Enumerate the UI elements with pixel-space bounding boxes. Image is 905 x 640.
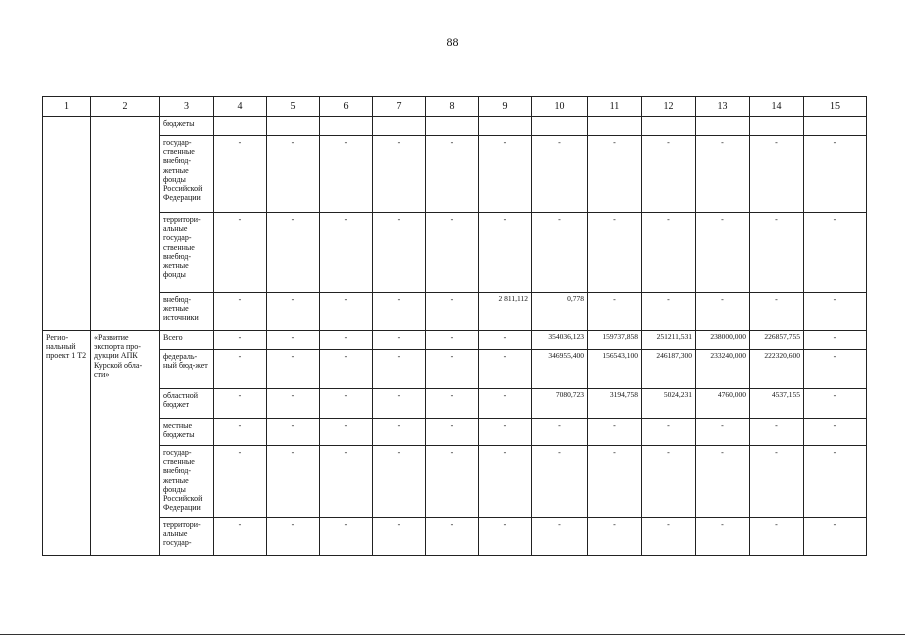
value-cell: - [214, 136, 267, 213]
value-cell: - [373, 389, 426, 419]
table-row [43, 518, 867, 556]
value-cell: 4537,155 [750, 389, 804, 419]
column-header-7: 7 [373, 97, 426, 117]
value-cell: - [373, 136, 426, 213]
value-cell [532, 117, 588, 136]
value-cell: - [588, 518, 642, 556]
value-cell: - [588, 213, 642, 293]
value-cell: 354036,123 [532, 331, 588, 350]
value-cell: - [320, 293, 373, 331]
value-cell: 156543,100 [588, 350, 642, 389]
value-cell: 4760,000 [696, 389, 750, 419]
value-cell: - [532, 213, 588, 293]
value-cell: - [750, 518, 804, 556]
value-cell: - [532, 518, 588, 556]
value-cell: - [267, 136, 320, 213]
value-cell: - [479, 518, 532, 556]
column-header-12: 12 [642, 97, 696, 117]
funding-source-cell: территори-альные государ- [160, 518, 214, 556]
value-cell: - [696, 293, 750, 331]
column-header-13: 13 [696, 97, 750, 117]
column-header-1: 1 [43, 97, 91, 117]
value-cell: 251211,531 [642, 331, 696, 350]
project-code-cell: Регио-нальный проект 1 Т2 [43, 331, 91, 556]
column-header-14: 14 [750, 97, 804, 117]
value-cell: - [804, 350, 867, 389]
table-row [43, 389, 867, 419]
column-header-15: 15 [804, 97, 867, 117]
value-cell: - [479, 446, 532, 518]
value-cell [214, 117, 267, 136]
column-header-5: 5 [267, 97, 320, 117]
value-cell: 233240,000 [696, 350, 750, 389]
value-cell: - [267, 331, 320, 350]
value-cell: - [214, 331, 267, 350]
value-cell: - [642, 136, 696, 213]
value-cell: - [320, 213, 373, 293]
value-cell: - [373, 350, 426, 389]
value-cell: - [267, 518, 320, 556]
value-cell: - [373, 293, 426, 331]
value-cell: - [642, 293, 696, 331]
value-cell [267, 117, 320, 136]
project-name-cell: «Развитие экспорта про-дукции АПК Курской обла-сти» [91, 331, 160, 556]
value-cell: - [750, 419, 804, 446]
value-cell [373, 117, 426, 136]
project-code-cell [43, 117, 91, 331]
value-cell: - [804, 293, 867, 331]
value-cell: - [426, 331, 479, 350]
value-cell: - [479, 389, 532, 419]
value-cell: - [750, 446, 804, 518]
funding-source-cell: Всего [160, 331, 214, 350]
table-row [43, 419, 867, 446]
value-cell [750, 117, 804, 136]
value-cell: - [426, 518, 479, 556]
value-cell: - [214, 350, 267, 389]
value-cell: - [642, 518, 696, 556]
budget-table [42, 96, 867, 556]
value-cell: - [588, 419, 642, 446]
value-cell: 238000,000 [696, 331, 750, 350]
value-cell: - [214, 446, 267, 518]
table-body [43, 97, 867, 556]
value-cell: - [696, 213, 750, 293]
value-cell: - [532, 419, 588, 446]
value-cell: - [320, 350, 373, 389]
value-cell: - [479, 350, 532, 389]
value-cell: 0,778 [532, 293, 588, 331]
value-cell [642, 117, 696, 136]
value-cell: - [426, 419, 479, 446]
funding-source-cell: территори-альные государ-ственные внебюд-жетные фонды [160, 213, 214, 293]
value-cell: - [750, 293, 804, 331]
value-cell: - [532, 446, 588, 518]
value-cell: - [750, 213, 804, 293]
value-cell: - [426, 213, 479, 293]
column-header-11: 11 [588, 97, 642, 117]
value-cell: - [479, 419, 532, 446]
value-cell: - [373, 331, 426, 350]
value-cell: 3194,758 [588, 389, 642, 419]
value-cell: - [426, 136, 479, 213]
value-cell: 7080,723 [532, 389, 588, 419]
value-cell: - [214, 389, 267, 419]
value-cell: 226857,755 [750, 331, 804, 350]
value-cell: 222320,600 [750, 350, 804, 389]
column-header-9: 9 [479, 97, 532, 117]
column-header-3: 3 [160, 97, 214, 117]
value-cell: - [373, 213, 426, 293]
table-row [43, 331, 867, 350]
value-cell: - [267, 446, 320, 518]
funding-source-cell: внебюд-жетные источники [160, 293, 214, 331]
value-cell: - [588, 136, 642, 213]
value-cell: - [804, 136, 867, 213]
value-cell: 246187,300 [642, 350, 696, 389]
value-cell: - [696, 136, 750, 213]
value-cell: - [804, 213, 867, 293]
value-cell: - [426, 446, 479, 518]
value-cell: - [267, 389, 320, 419]
value-cell: - [696, 419, 750, 446]
page-number: 88 [446, 35, 459, 49]
header-row [43, 97, 867, 117]
column-header-2: 2 [91, 97, 160, 117]
value-cell: - [804, 419, 867, 446]
funding-source-cell: областной бюджет [160, 389, 214, 419]
value-cell: 5024,231 [642, 389, 696, 419]
value-cell: 346955,400 [532, 350, 588, 389]
value-cell: - [804, 331, 867, 350]
value-cell: - [804, 518, 867, 556]
funding-source-cell: государ-ственные внебюд-жетные фонды Российской Федерации [160, 446, 214, 518]
value-cell [320, 117, 373, 136]
value-cell: - [426, 350, 479, 389]
value-cell: 159737,858 [588, 331, 642, 350]
value-cell: - [320, 518, 373, 556]
value-cell: - [426, 389, 479, 419]
value-cell: - [373, 518, 426, 556]
value-cell: - [320, 446, 373, 518]
value-cell [588, 117, 642, 136]
value-cell: - [214, 518, 267, 556]
funding-source-cell: местные бюджеты [160, 419, 214, 446]
value-cell: - [696, 518, 750, 556]
funding-source-cell: государ-ственные внебюд-жетные фонды Российской Федерации [160, 136, 214, 213]
column-header-8: 8 [426, 97, 479, 117]
value-cell: - [214, 213, 267, 293]
value-cell [479, 117, 532, 136]
value-cell: - [642, 446, 696, 518]
value-cell: - [320, 136, 373, 213]
value-cell: - [804, 446, 867, 518]
funding-source-cell: бюджеты [160, 117, 214, 136]
column-header-10: 10 [532, 97, 588, 117]
value-cell: 2 811,112 [479, 293, 532, 331]
column-header-4: 4 [214, 97, 267, 117]
funding-source-cell: федераль-ный бюд-жет [160, 350, 214, 389]
value-cell: - [373, 419, 426, 446]
value-cell: - [750, 136, 804, 213]
table-row [43, 293, 867, 331]
table-row [43, 350, 867, 389]
value-cell: - [804, 389, 867, 419]
value-cell [804, 117, 867, 136]
value-cell [426, 117, 479, 136]
column-header-6: 6 [320, 97, 373, 117]
table-row [43, 136, 867, 213]
value-cell: - [588, 293, 642, 331]
value-cell: - [320, 331, 373, 350]
table-row [43, 213, 867, 293]
table-row [43, 117, 867, 136]
value-cell: - [267, 213, 320, 293]
value-cell: - [696, 446, 750, 518]
value-cell: - [588, 446, 642, 518]
value-cell: - [267, 350, 320, 389]
value-cell: - [320, 419, 373, 446]
value-cell: - [214, 293, 267, 331]
value-cell: - [267, 293, 320, 331]
value-cell [696, 117, 750, 136]
project-name-cell [91, 117, 160, 331]
value-cell: - [214, 419, 267, 446]
footer-divider [0, 634, 905, 635]
value-cell: - [320, 389, 373, 419]
value-cell: - [479, 136, 532, 213]
table-row [43, 446, 867, 518]
value-cell: - [426, 293, 479, 331]
value-cell: - [532, 136, 588, 213]
value-cell: - [373, 446, 426, 518]
value-cell: - [479, 331, 532, 350]
value-cell: - [642, 213, 696, 293]
value-cell: - [479, 213, 532, 293]
value-cell: - [267, 419, 320, 446]
value-cell: - [642, 419, 696, 446]
